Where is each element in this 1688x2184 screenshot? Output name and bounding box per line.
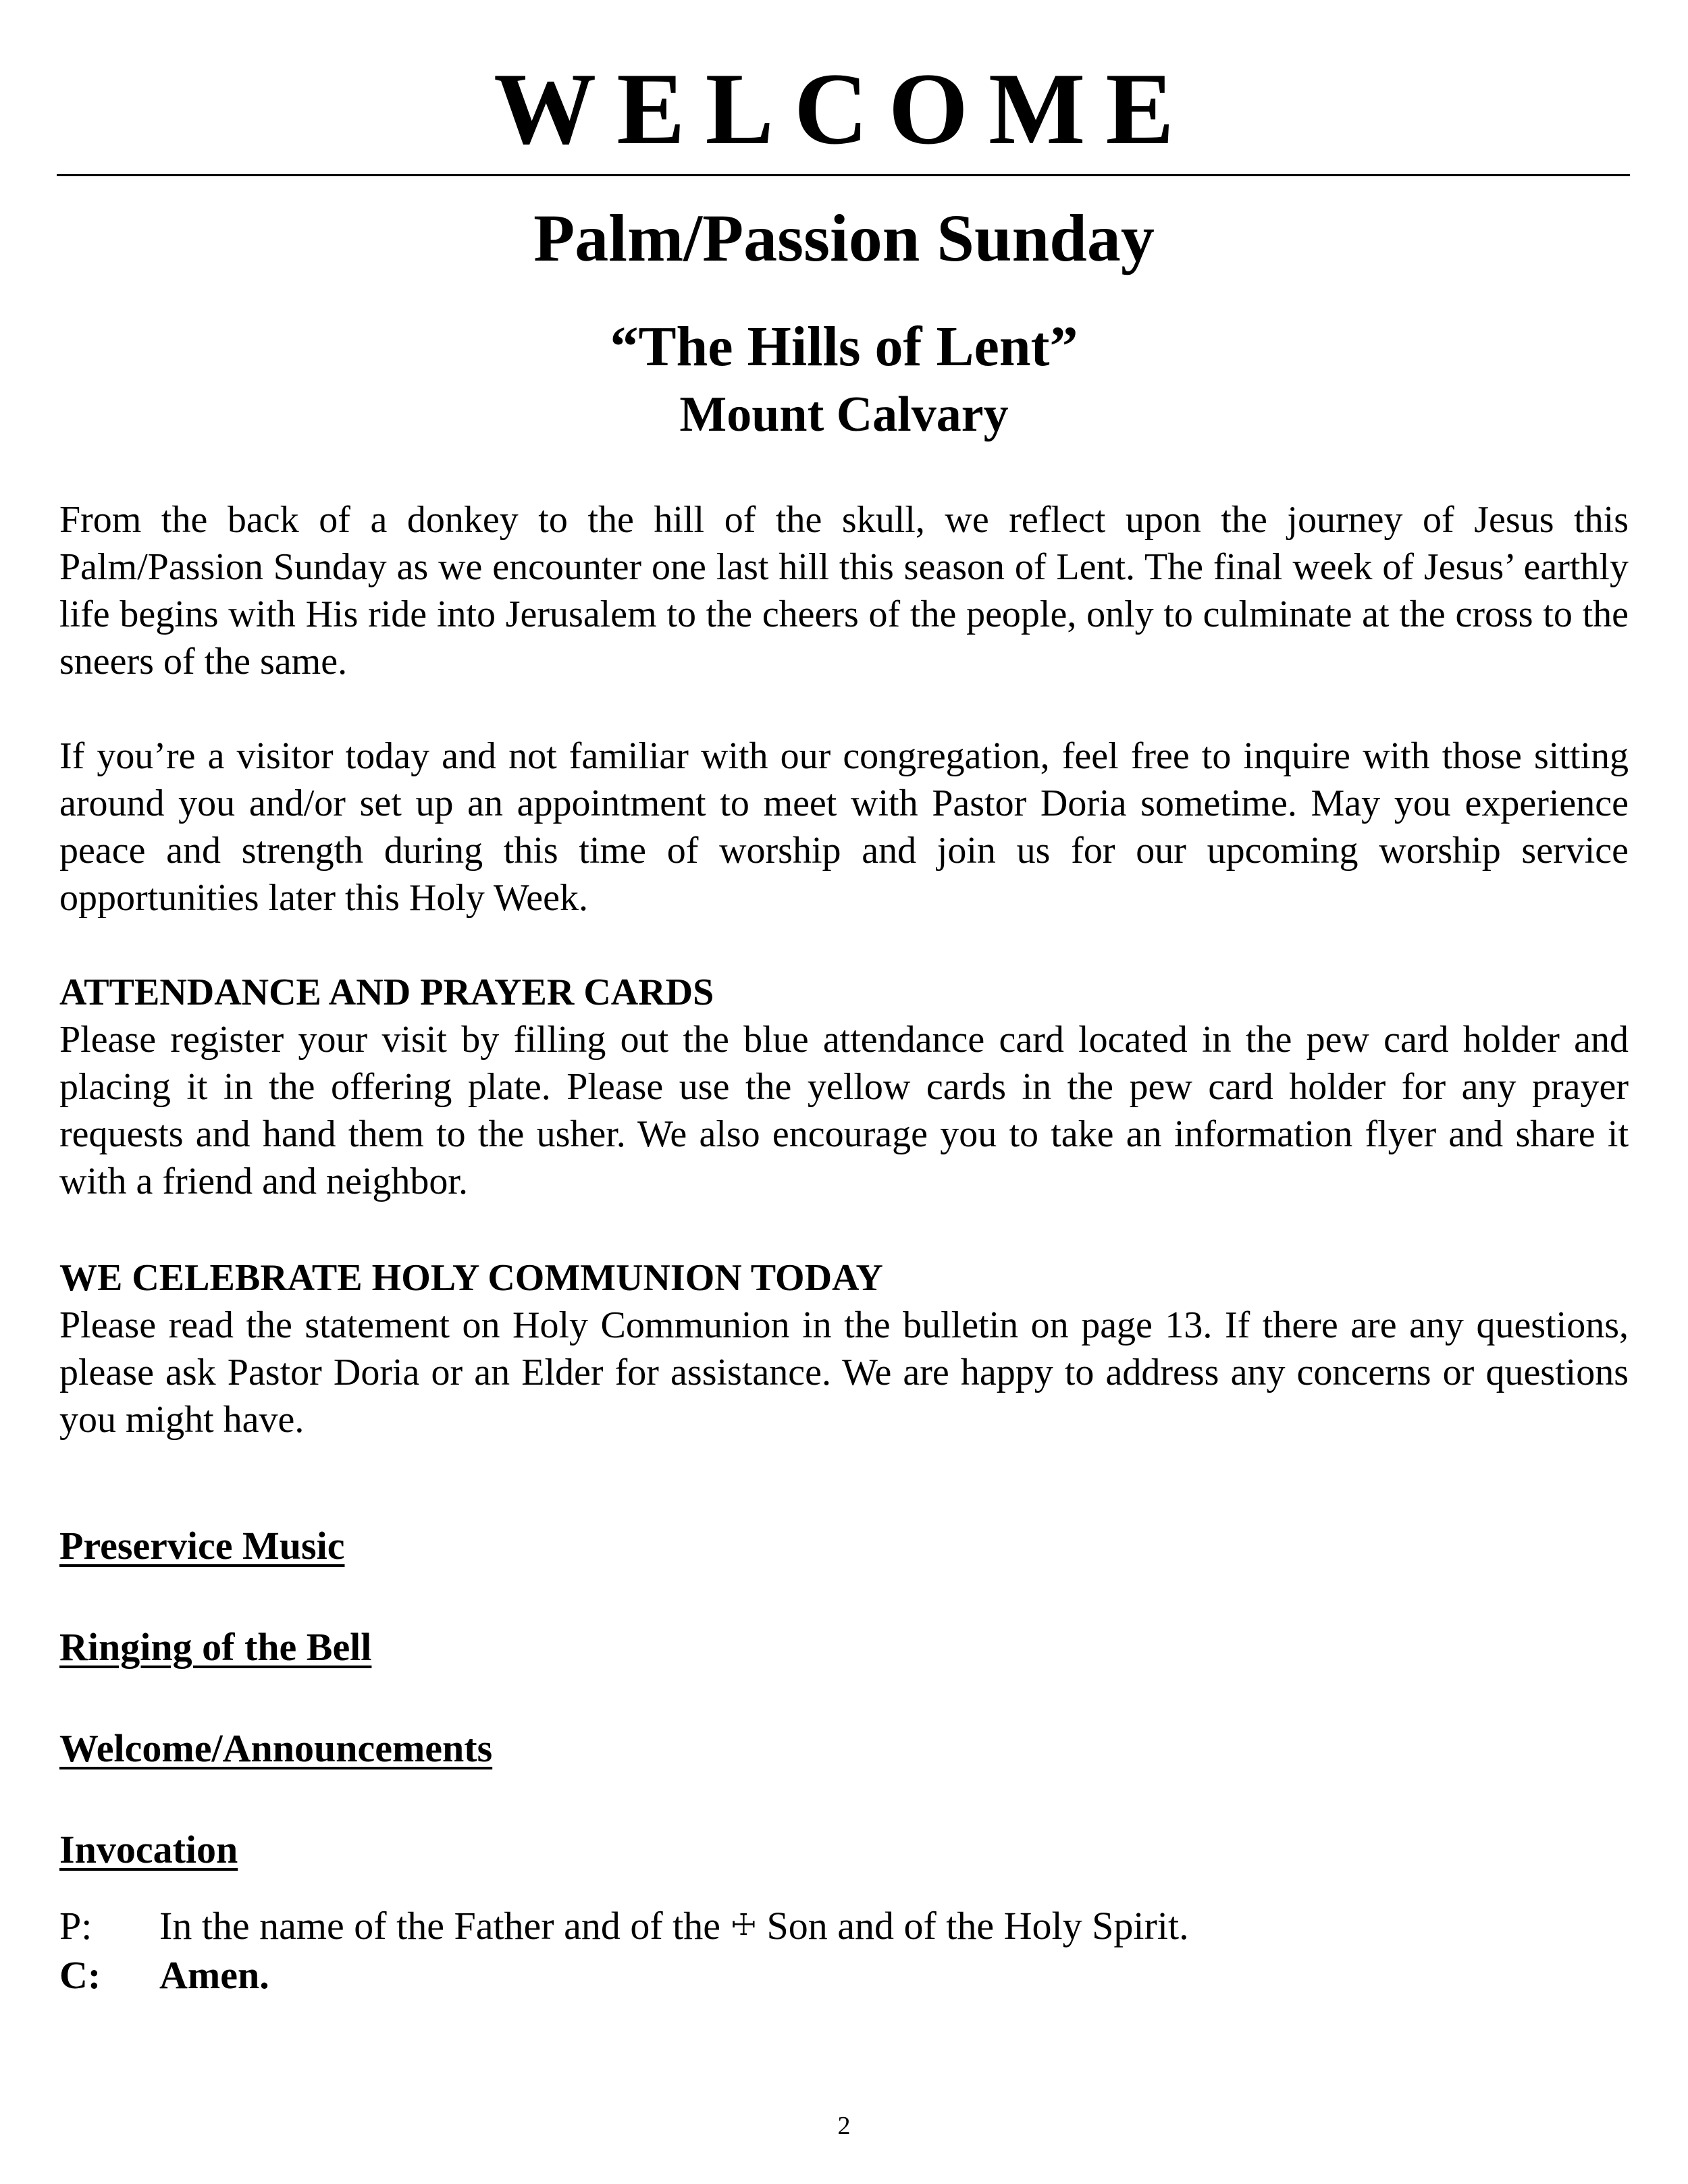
invocation-pastor-line — [59, 1900, 1189, 1951]
section-invocation: Invocation — [59, 1828, 238, 1871]
page-title: Palm/Passion Sunday — [533, 201, 1155, 275]
attendance-heading: ATTENDANCE AND PRAYER CARDS — [59, 971, 714, 1013]
section-ringing-of-bell: Ringing of the Bell — [59, 1625, 372, 1669]
speaker-label: C: — [59, 1953, 101, 1997]
communion-text: Please read the statement on Holy Communion in the bulletin on page 13. If there are any questions, please ask Pastor Doria or an Elder for assistance. We are happy to address any concerns or questions you might have. — [59, 1304, 1629, 1441]
line-text: Amen. — [159, 1953, 269, 1997]
line-text: In the name of the Father and of the — [159, 1904, 731, 1948]
section-preservice-music: Preservice Music — [59, 1524, 345, 1568]
sermon-theme: “The Hills of Lent” — [610, 315, 1078, 378]
intro-paragraph-2: If you’re a visitor today and not familiar with our congregation, feel free to inquire with those sitting around you and/or set up an appointment to meet with Pastor Doria sometime. May you experience peace and strength during this time of worship and join us for our upcoming worship service opportunities later this Holy Week. — [59, 735, 1629, 919]
section-welcome-announcements: Welcome/Announcements — [59, 1726, 493, 1770]
page-number: 2 — [837, 2112, 851, 2140]
header-divider — [57, 174, 1630, 176]
invocation-congregation-line — [59, 1950, 269, 2000]
sermon-subtheme: Mount Calvary — [679, 387, 1009, 442]
attendance-text: Please register your visit by filling out the blue attendance card located in the pew card holder and placing it in the offering plate. Please use the yellow cards in the pew card holder for any prayer requests and hand them to the usher. We also encourage you to take an information flyer and share it with a friend and neighbor. — [59, 1019, 1629, 1202]
welcome-heading: WELCOME — [494, 52, 1194, 165]
communion-heading: WE CELEBRATE HOLY COMMUNION TODAY — [59, 1257, 883, 1299]
intro-paragraph-1: From the back of a donkey to the hill of the skull, we reflect upon the journey of Jesus this Palm/Passion Sunday as we encounter one last hill this season of Lent. The final week of Jesus’ earthly life begins with His ride into Jerusalem to the cheers of the people, only to culminate at the cross to the sneers of the same. — [59, 499, 1629, 683]
cross-icon: ☩ — [730, 1908, 757, 1942]
line-text: Son and of the Holy Spirit. — [756, 1904, 1189, 1948]
speaker-label: P: — [59, 1904, 93, 1948]
